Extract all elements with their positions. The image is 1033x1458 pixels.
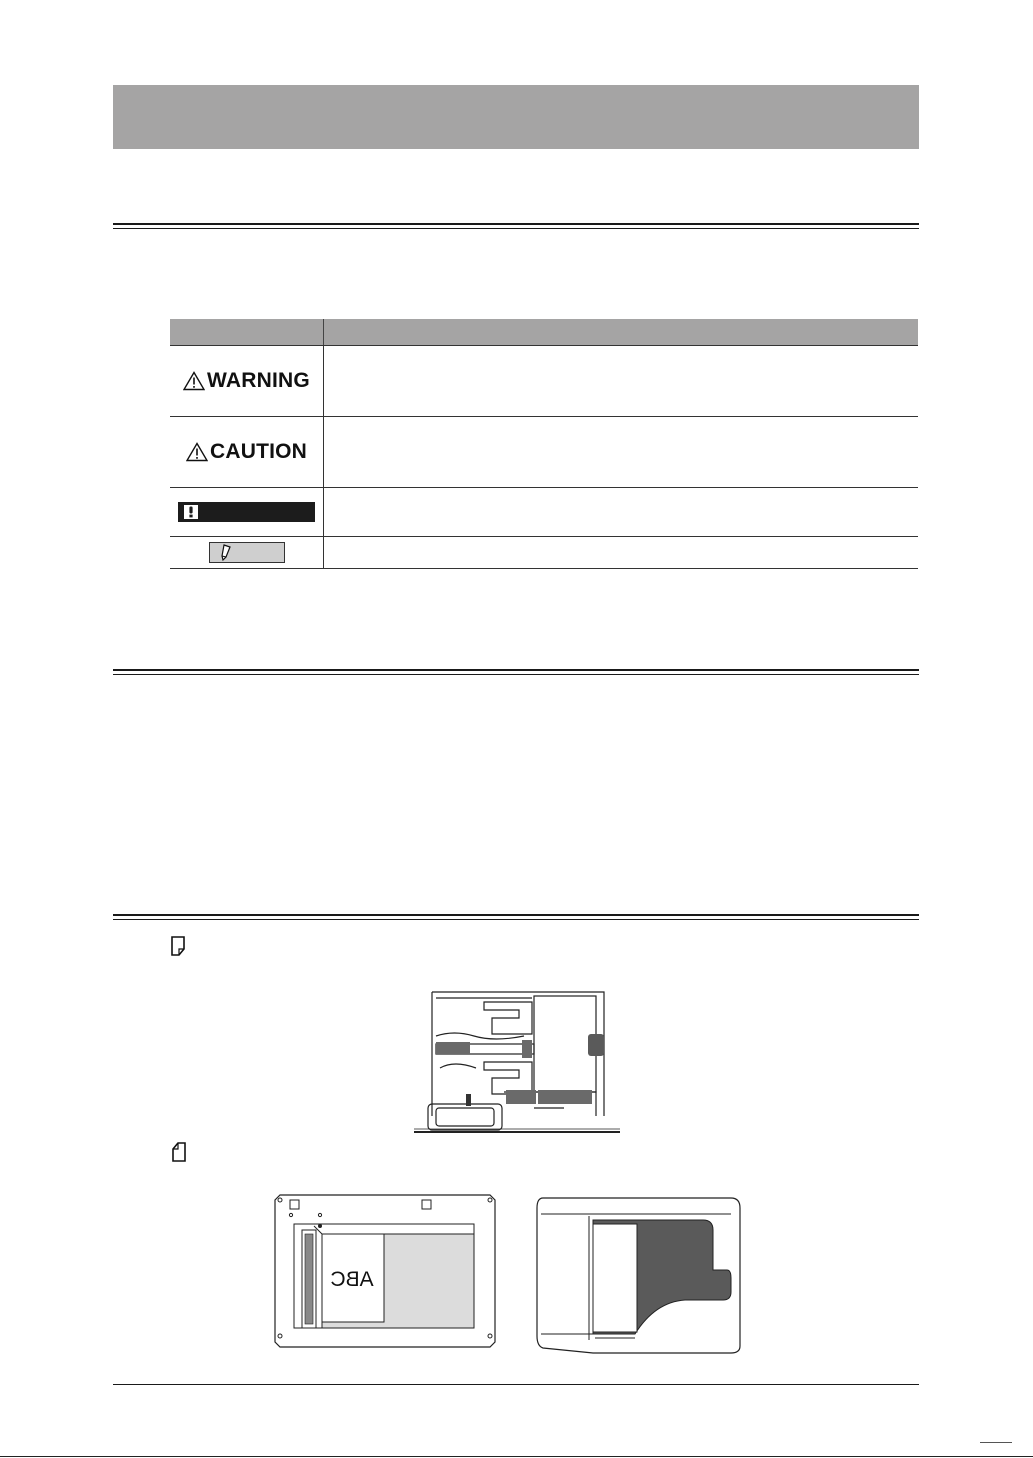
page-bottom-rule: [113, 1384, 919, 1385]
warning-symbol-cell: [170, 346, 324, 416]
table-header-divider: [323, 319, 324, 345]
caution-symbol-cell: [170, 417, 324, 487]
portrait-page-icon: [170, 936, 186, 956]
document-glass-illustration: [274, 1194, 496, 1348]
footer-tick-mark: [980, 1442, 1012, 1443]
important-symbol-cell: [170, 488, 324, 536]
landscape-page-icon: [171, 1142, 187, 1162]
section-rule-2: [113, 669, 919, 675]
caution-triangle-icon: [186, 442, 208, 462]
pencil-icon: [215, 544, 235, 562]
warning-signal-word: [183, 369, 310, 393]
section-rule-1: [113, 223, 919, 229]
caution-signal-word: [186, 440, 307, 464]
table-row-warning: [170, 346, 918, 417]
exclamation-icon: [184, 505, 198, 519]
note-symbol-cell: [170, 537, 324, 568]
important-bar: [178, 502, 315, 522]
table-row-caution: [170, 417, 918, 488]
caution-description-cell: [324, 417, 918, 487]
chapter-header-band: [113, 85, 919, 149]
portrait-mechanism-illustration: [414, 988, 620, 1134]
table-header-row: [170, 319, 918, 346]
section-rule-3: [113, 914, 919, 920]
important-description-cell: [324, 488, 918, 536]
table-row-note: [170, 537, 918, 569]
caution-label: CAUTION: [209, 440, 308, 463]
mirrored-abc-label: ABC: [330, 1268, 374, 1291]
page-footer-line: [0, 1456, 1033, 1457]
warning-triangle-icon: [183, 371, 205, 391]
document-feeder-illustration: [535, 1196, 743, 1356]
symbol-table: [170, 319, 918, 569]
warning-description-cell: [324, 346, 918, 416]
table-row-important: [170, 488, 918, 537]
note-box: [209, 542, 285, 563]
note-description-cell: [324, 537, 918, 568]
warning-label: WARNING: [207, 369, 310, 392]
